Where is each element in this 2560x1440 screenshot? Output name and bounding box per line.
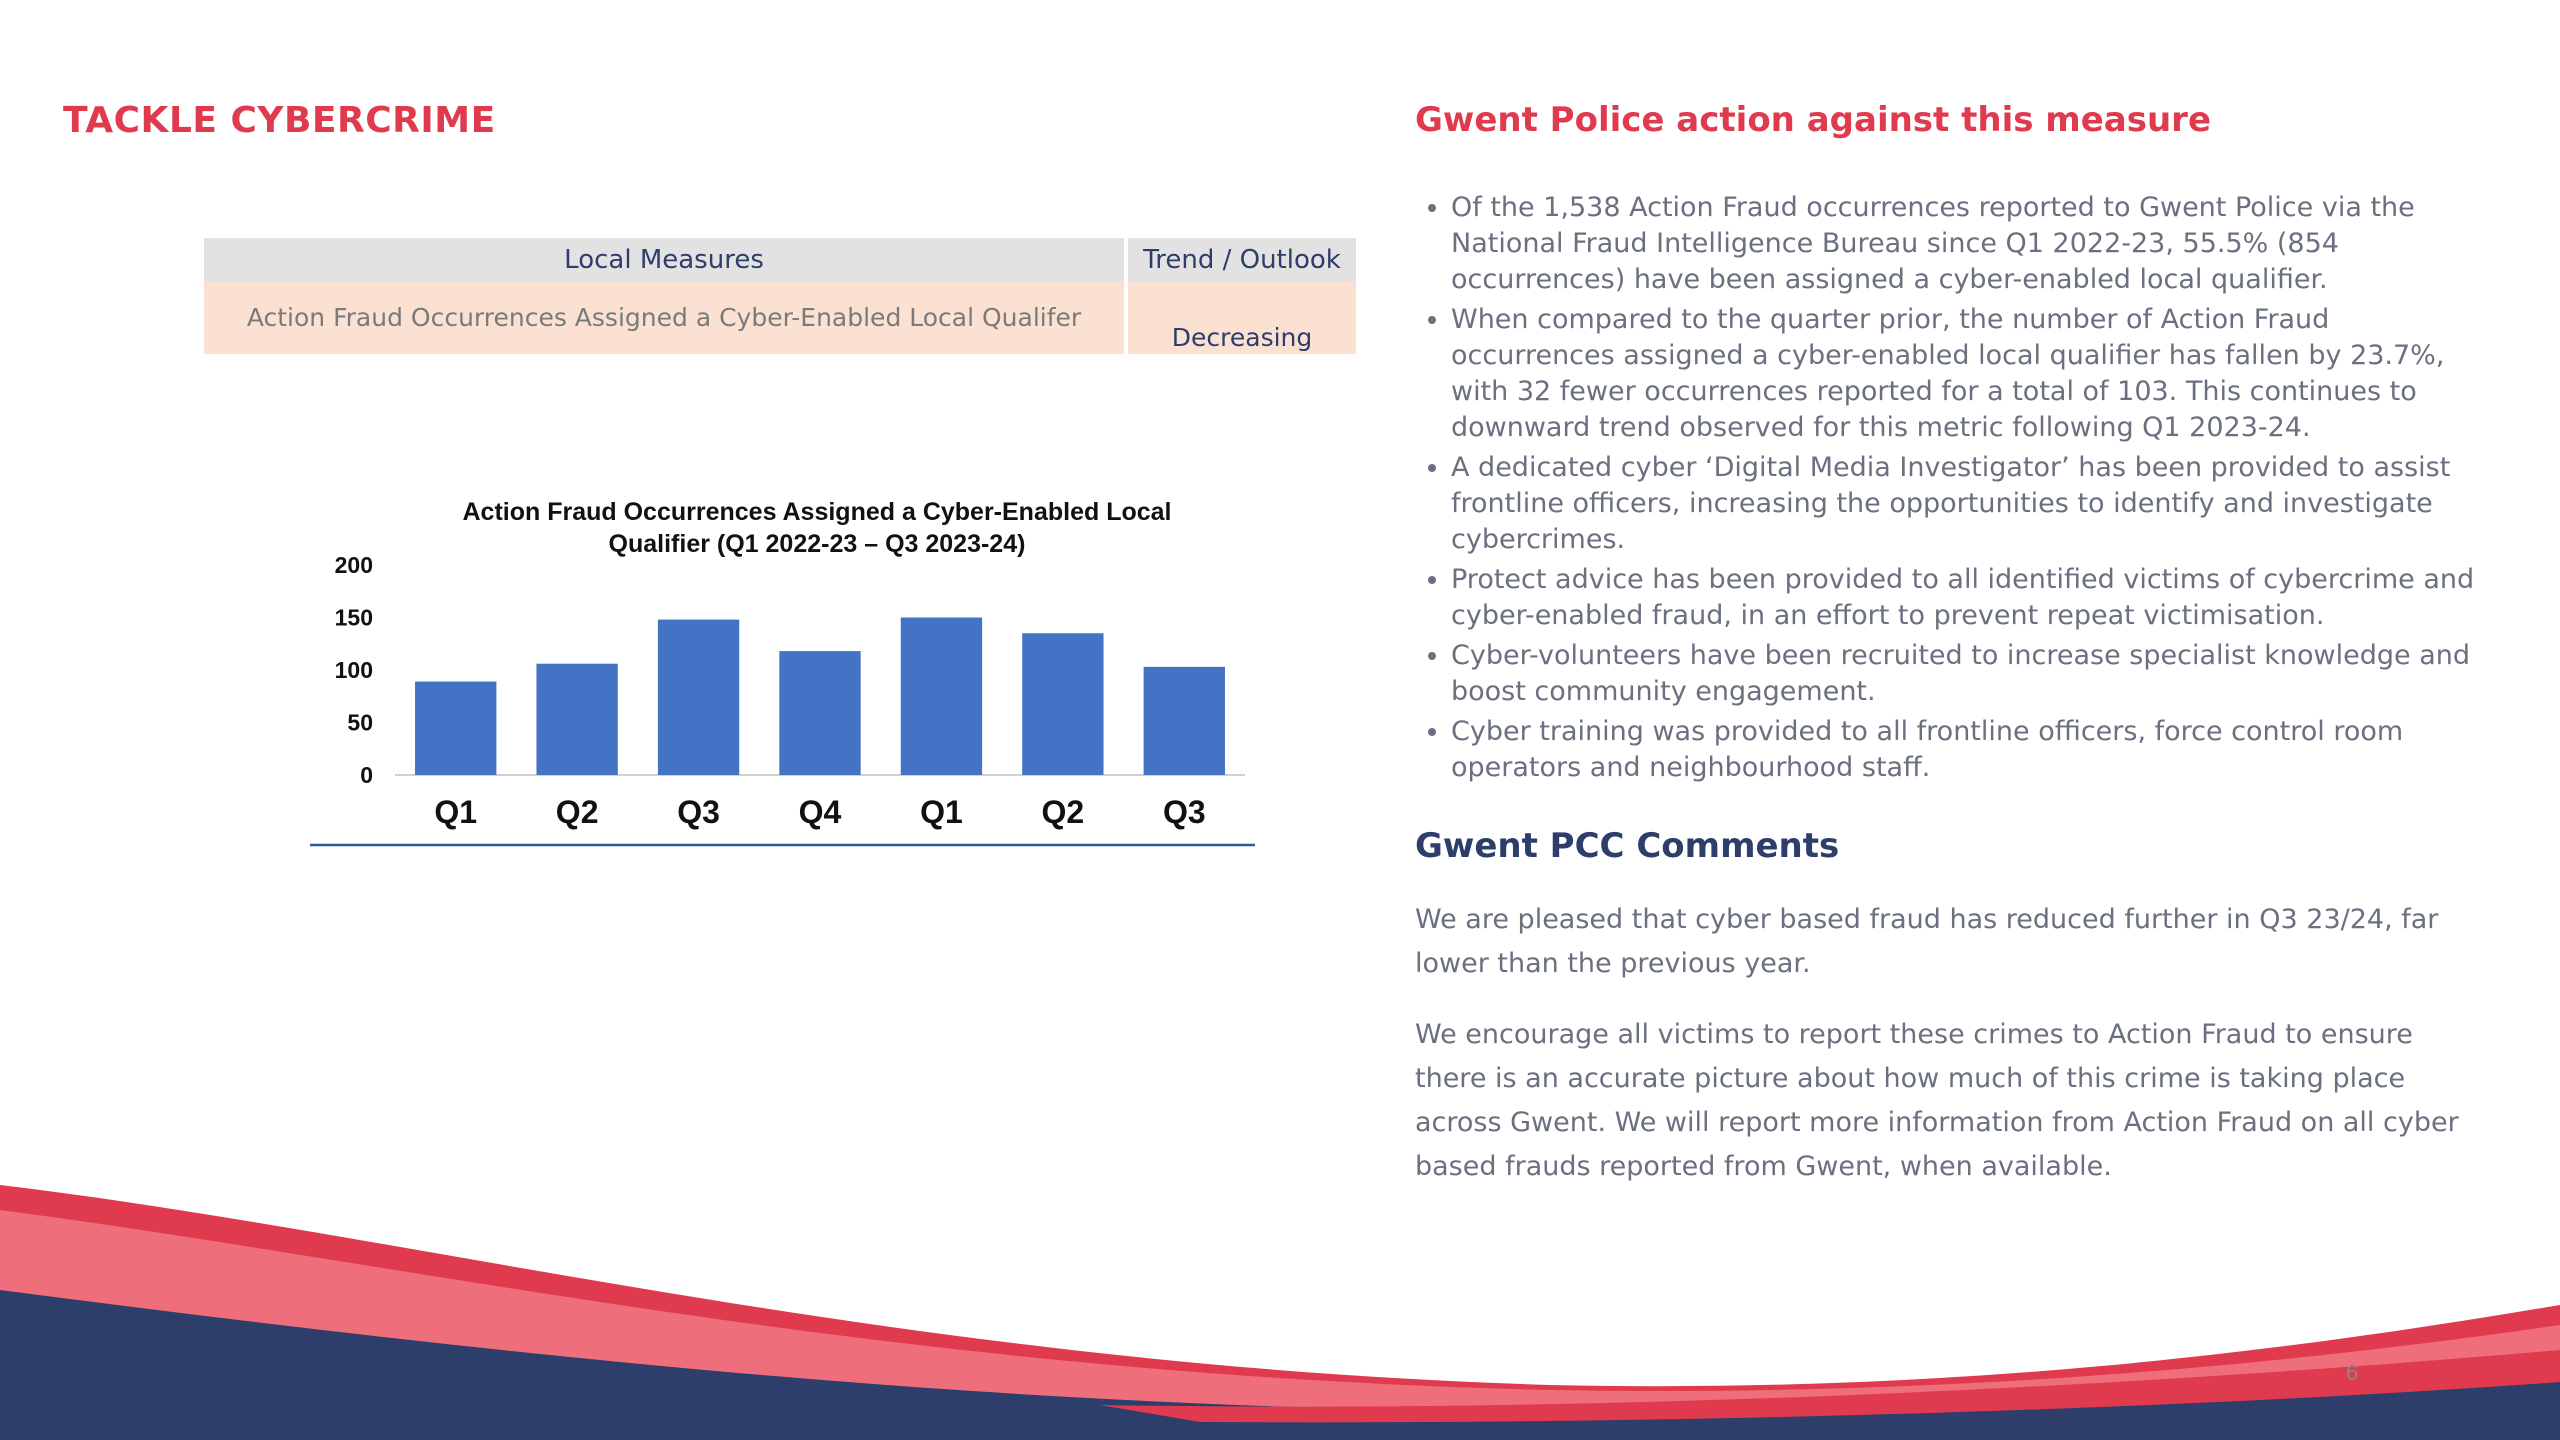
x-tick-label: Q1 bbox=[920, 794, 963, 830]
list-item: • Protect advice has been provided to all identified victims of cybercrime and cyber-enabled fraud, in an effort to prevent repeat victimisation. bbox=[1451, 562, 2501, 634]
bar bbox=[901, 618, 982, 776]
footer-wave-decoration bbox=[0, 1150, 2560, 1440]
bar bbox=[1022, 633, 1103, 775]
trend-cell: Decreasing bbox=[1128, 282, 1356, 354]
list-item: • A dedicated cyber ‘Digital Media Investigator’ has been provided to assist frontline officers, increasing the opportunities to identify and investigate cybercrimes. bbox=[1451, 450, 2501, 558]
table-header-row bbox=[204, 238, 1356, 282]
x-tick-label: Q2 bbox=[1041, 794, 1085, 830]
x-tick-label: Q3 bbox=[1162, 794, 1206, 830]
local-measures-table bbox=[200, 238, 1360, 354]
y-tick-label: 150 bbox=[334, 604, 373, 631]
chart-title-line-1: Action Fraud Occurrences Assigned a Cyber-Enabled Local bbox=[462, 498, 1172, 526]
chart-title-line-2: Qualifier (Q1 2022-23 – Q3 2023-24) bbox=[608, 530, 1026, 558]
x-tick-label: Q3 bbox=[677, 794, 720, 830]
bar bbox=[415, 682, 496, 775]
chart-plot-area bbox=[335, 552, 1245, 830]
action-heading: Gwent Police action against this measure bbox=[1415, 100, 2212, 140]
list-item: • Cyber-volunteers have been recruited to increase specialist knowledge and boost community engagement. bbox=[1451, 638, 2501, 710]
page-number: 6 bbox=[2346, 1360, 2359, 1385]
x-tick-label: Q2 bbox=[555, 794, 599, 830]
y-tick-label: 100 bbox=[334, 657, 373, 683]
x-tick-label: Q4 bbox=[798, 794, 842, 830]
bar bbox=[779, 651, 860, 775]
table-row bbox=[204, 282, 1356, 354]
list-item: • Cyber training was provided to all frontline officers, force control room operators and neighbourhood staff. bbox=[1451, 714, 2501, 786]
y-tick-label: 200 bbox=[334, 552, 373, 578]
bar bbox=[658, 620, 739, 775]
y-tick-label: 0 bbox=[360, 762, 373, 788]
pcc-paragraph-2: We encourage all victims to report these crimes to Action Fraud to ensure there is an accurate picture about how much of this crime is taking place across Gwent. We will report more information from Action Fraud on all cyber based frauds reported from Gwent, when available. bbox=[1415, 1019, 2459, 1182]
pcc-paragraph-1: We are pleased that cyber based fraud has reduced further in Q3 23/24, far lower than the previous year. bbox=[1415, 904, 2439, 979]
action-bullet-list bbox=[1415, 190, 2501, 790]
bar bbox=[1144, 667, 1225, 775]
header-local-measures: Local Measures bbox=[204, 238, 1124, 282]
cyber-fraud-bar-chart bbox=[300, 490, 1260, 860]
bar bbox=[536, 664, 617, 775]
measure-name-cell: Action Fraud Occurrences Assigned a Cyber-Enabled Local Qualifer bbox=[204, 282, 1124, 354]
list-item: • When compared to the quarter prior, the number of Action Fraud occurrences assigned a cyber-enabled local qualifier has fallen by 23.7%, with 32 fewer occurrences reported for a total of 103. This continues to downward trend observed for this metric following Q1 2023-24. bbox=[1451, 302, 2501, 446]
y-tick-label: 50 bbox=[347, 709, 373, 736]
header-trend-outlook: Trend / Outlook bbox=[1128, 238, 1356, 282]
x-tick-label: Q1 bbox=[434, 794, 478, 830]
pcc-comments-heading: Gwent PCC Comments bbox=[1415, 826, 1840, 866]
page-title: TACKLE CYBERCRIME bbox=[63, 100, 496, 141]
list-item: • Of the 1,538 Action Fraud occurrences reported to Gwent Police via the National Fraud Intelligence Bureau since Q1 2022-23, 55.5% (854 occurrences) have been assigned a cyber-enabled local qualifier. bbox=[1451, 190, 2501, 298]
